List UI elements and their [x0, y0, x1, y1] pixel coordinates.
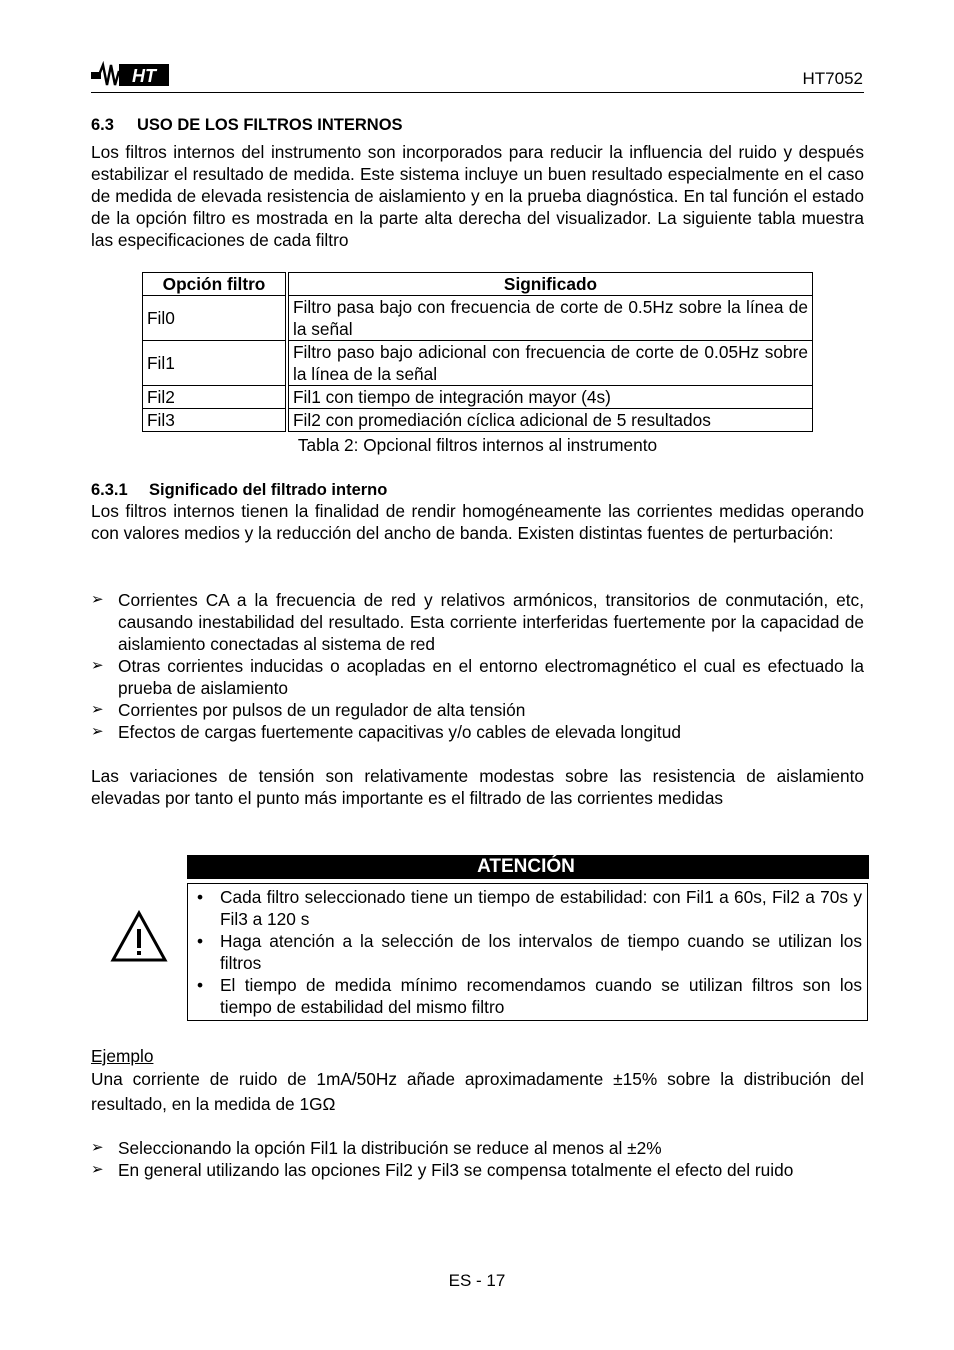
document-id: HT7052 — [802, 69, 863, 88]
list-item: ➢ Corrientes CA a la frecuencia de red y relativos armónicos, transitorios de conmutación, etc, causando inestabilidad del resultado. Esta corriente interferidas fuertemente por la capacidad de aislamiento conectadas al sistema de red — [91, 590, 864, 654]
example-text: Una corriente de ruido de 1mA/50Hz añade aproximadamente ±15% sobre la distribución del resultado, en la medida de 1GΩ — [91, 1069, 864, 1114]
table-caption: Tabla 2: Opcional filtros internos al instrumento — [297, 435, 658, 455]
list-item: • El tiempo de medida mínimo recomendamos cuando se utilizan filtros son los tiempo de estabilidad del mismo filtro — [197, 975, 862, 1017]
list-item: ➢ Corrientes por pulsos de un regulador de alta tensión — [91, 700, 526, 720]
table-cell-option: Fil3 — [143, 409, 286, 432]
list-item: • Cada filtro seleccionado tiene un tiempo de estabilidad: con Fil1 a 60s, Fil2 a 70s y Fil3 a 120 s — [197, 887, 862, 929]
example-heading: Ejemplo — [91, 1046, 154, 1066]
warning-icon — [110, 910, 168, 964]
header-rule — [91, 92, 864, 93]
table-header-option: Opción filtro — [143, 273, 286, 296]
table-cell-meaning: Filtro paso bajo adicional con frecuencia de corte de 0.05Hz sobre la línea de la señal — [289, 341, 813, 386]
dot-bullet-icon: • — [197, 931, 204, 951]
section-intro: Los filtros internos del instrumento son incorporados para reducir la influencia del ruido y después estabilizar el resultado de medida. Este sistema incluye un buen resultado especialmente en el caso de medida de elevada resistencia de aislamiento y en la prueba diagnóstica. En tal función el estado de la opción filtro es mostrada en la parte alta derecha del visualizador. La siguiente tabla muestra las especificaciones de cada filtro — [91, 142, 864, 250]
table-cell-meaning: Fil1 con tiempo de integración mayor (4s) — [289, 386, 813, 409]
arrow-bullet-icon: ➢ — [91, 1139, 104, 1156]
list-item: ➢ Seleccionando la opción Fil1 la distribución se reduce al menos al ±2% — [91, 1138, 662, 1158]
page-number: ES - 17 — [448, 1271, 506, 1290]
list-item: • Haga atención a la selección de los intervalos de tiempo cuando se utilizan los filtros — [197, 931, 862, 973]
table-row — [143, 386, 813, 409]
arrow-bullet-icon: ➢ — [91, 723, 104, 740]
table-row — [143, 296, 813, 341]
arrow-bullet-icon: ➢ — [91, 657, 104, 674]
section-title: USO DE LOS FILTROS INTERNOS — [137, 116, 403, 134]
section-heading — [91, 114, 403, 136]
subsection-closing: Las variaciones de tensión son relativamente modestas sobre las resistencia de aislamiento elevadas por tanto el punto más importante es el filtrado de las corrientes medidas — [91, 766, 864, 808]
list-item: ➢ En general utilizando las opciones Fil2 y Fil3 se compensa totalmente el efecto del ruido — [91, 1160, 794, 1180]
example-list — [91, 1137, 864, 1181]
table-row — [143, 341, 813, 386]
dot-bullet-icon: • — [197, 887, 204, 907]
disturbance-list — [91, 589, 864, 743]
dot-bullet-icon: • — [197, 975, 204, 995]
subsection-heading — [91, 479, 387, 501]
subsection-intro: Los filtros internos tienen la finalidad de rendir homogéneamente las corrientes medidas operando con valores medios y la reducción del ancho de banda. Existen distintas fuentes de perturbación: — [91, 501, 864, 543]
ht-logo — [91, 61, 171, 89]
logo-text: HT — [132, 66, 156, 86]
table-cell-meaning: Filtro pasa bajo con frecuencia de corte de 0.5Hz sobre la línea de la señal — [289, 296, 813, 341]
table-cell-option: Fil1 — [143, 341, 286, 386]
attention-title: ATENCIÓN — [187, 855, 868, 879]
arrow-bullet-icon: ➢ — [91, 701, 104, 718]
list-item: ➢ Otras corrientes inducidas o acopladas en el entorno electromagnético el cual es efectuado la prueba de aislamiento — [91, 656, 864, 698]
table-header-row — [143, 273, 813, 296]
table-cell-meaning: Fil2 con promediación cíclica adicional de 5 resultados — [289, 409, 813, 432]
attention-list — [193, 886, 862, 1018]
section-number: 6.3 — [91, 116, 114, 134]
table-row — [143, 409, 813, 432]
table-header-meaning: Significado — [289, 273, 813, 296]
arrow-bullet-icon: ➢ — [91, 1161, 104, 1178]
arrow-bullet-icon: ➢ — [91, 591, 104, 608]
subsection-title: Significado del filtrado interno — [149, 481, 388, 499]
attention-box — [187, 883, 868, 1021]
filter-options-table — [142, 272, 813, 432]
attention-title-edge — [864, 855, 869, 879]
table-cell-option: Fil2 — [143, 386, 286, 409]
subsection-number: 6.3.1 — [91, 481, 128, 499]
table-cell-option: Fil0 — [143, 296, 286, 341]
list-item: ➢ Efectos de cargas fuertemente capacitivas y/o cables de elevada longitud — [91, 722, 681, 742]
